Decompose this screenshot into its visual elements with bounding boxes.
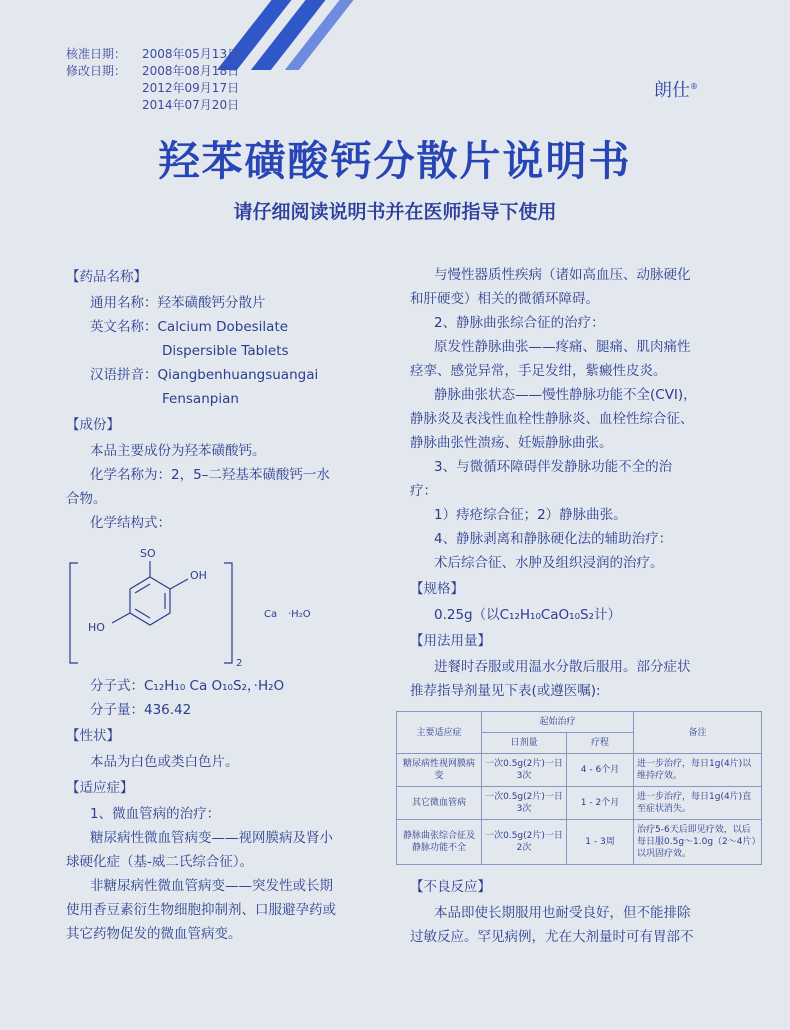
subscript-2: 2	[236, 658, 243, 669]
revise-label: 修改日期：	[66, 64, 127, 78]
indication-item: 3、与微循环障碍伴发静脉功能不全的治	[434, 459, 673, 475]
section-heading: 【性状】	[66, 728, 120, 744]
chemical-name-cont: 合物。	[66, 491, 107, 507]
indication-item: 4、静脉剥离和静脉硬化法的辅助治疗：	[434, 531, 673, 547]
indication-text: 静脉炎及表浅性血栓性静脉炎、血栓性综合征、	[410, 411, 694, 427]
section-heading: 【不良反应】	[410, 879, 491, 895]
calcium-label: Ca	[264, 609, 278, 620]
pinyin-name: 汉语拼音：Qiangbenhuangsuangai	[90, 367, 319, 383]
indication-item: 1、微血管病的治疗：	[90, 806, 221, 822]
revise-date: 2014年07月20日	[142, 98, 240, 112]
section-heading: 【成份】	[66, 417, 120, 433]
table-header: 备注	[634, 712, 762, 754]
indication-text: 其它药物促发的微血管病变。	[66, 926, 242, 942]
indication-text: 原发性静脉曲张——疼痛、腿痛、肌肉痛性	[434, 339, 691, 355]
section-heading: 【药品名称】	[66, 269, 147, 285]
indication-item: 2、静脉曲张综合征的治疗：	[434, 315, 605, 331]
indication-text: 静脉曲张状态——慢性静脉功能不全(CVI)，	[434, 387, 697, 403]
section-heading: 【规格】	[410, 581, 464, 597]
pinyin-name-cont: Fensanpian	[162, 391, 239, 407]
water-label: ·H₂O	[288, 609, 311, 620]
generic-name: 通用名称：羟苯磺酸钙分散片	[90, 295, 266, 311]
usage-text: 进餐时吞服或用温水分散后服用。部分症状	[434, 659, 691, 675]
chemical-structure	[66, 535, 378, 670]
indication-text: 使用香豆素衍生物细胞抑制剂、口服避孕药或	[66, 902, 336, 918]
revise-date: 2012年09月17日	[142, 81, 240, 95]
so3-label: SO	[140, 547, 156, 560]
indication-text: 静脉曲张性溃疡、妊娠静脉曲张。	[410, 435, 613, 451]
approve-label: 核准日期：	[66, 47, 127, 61]
table-header: 主要适应症	[397, 712, 482, 754]
table-header: 疗程	[567, 733, 634, 754]
composition-text: 本品主要成份为羟苯磺酸钙。	[90, 443, 266, 459]
oh-label: OH	[190, 569, 207, 582]
indication-text: 非糖尿病性微血管病变——突发性或长期	[90, 878, 333, 894]
approve-date: 2008年05月13日	[142, 47, 240, 61]
indication-text: 糖尿病性微血管病变——视网膜病及肾小	[90, 830, 333, 846]
table-header: 起始治疗	[482, 712, 634, 733]
section-heading: 【用法用量】	[410, 633, 491, 649]
structure-label: 化学结构式：	[90, 515, 171, 531]
document-title: 羟苯磺酸钙分散片说明书	[158, 137, 632, 185]
left-column	[66, 263, 378, 946]
date-block	[66, 46, 239, 114]
dosage-table	[396, 711, 762, 865]
adverse-text: 本品即使长期服用也耐受良好，但不能排除	[434, 905, 691, 921]
revise-date: 2008年08月18日	[142, 64, 240, 78]
table-row: 糖尿病性视网膜病变 一次0.5g(2片)一日3次 4 - 6个月 进一步治疗，每日1g(4片)以维持疗效。	[397, 754, 762, 787]
ho-label: HO	[88, 621, 105, 634]
adverse-text: 过敏反应。罕见病例，尤在大剂量时可有胃部不	[410, 929, 694, 945]
properties-text: 本品为白色或类白色片。	[90, 754, 239, 770]
table-row: 静脉曲张综合征及静脉功能不全 一次0.5g(2片)一日2次 1 - 3周 治疗5-6天后即见疗效，以后每日服0.5g～1.0g（2～4片）以巩固疗效。	[397, 820, 762, 865]
indication-text: 痉挛、感觉异常，手足发绀，紫癜性皮炎。	[410, 363, 667, 379]
indication-text: 球硬化症（基-威二氏综合征）。	[66, 854, 254, 870]
right-column	[402, 263, 757, 949]
specification-text: 0.25g（以C₁₂H₁₀CaO₁₀S₂计）	[434, 607, 621, 623]
chemical-name: 化学名称为：2，5–二羟基苯磺酸钙一水	[90, 467, 330, 483]
english-name: 英文名称：Calcium Dobesilate	[90, 319, 289, 335]
table-row: 其它微血管病 一次0.5g(2片)一日3次 1 - 2个月 进一步治疗，每日1g(4片)直至症状消失。	[397, 787, 762, 820]
indication-text: 1）痔疮综合征；2）静脉曲张。	[434, 507, 627, 523]
section-heading: 【适应症】	[66, 780, 134, 796]
usage-text: 推荐指导剂量见下表(或遵医嘱):	[410, 683, 601, 699]
molecular-formula: 分子式：C₁₂H₁₀ Ca O₁₀S₂，·H₂O	[90, 678, 285, 694]
indication-text: 和肝硬变）相关的微循环障碍。	[410, 291, 599, 307]
indication-text: 疗：	[410, 483, 437, 499]
brand-logo: 朗仕®	[654, 80, 698, 101]
indication-text: 术后综合征、水肿及组织浸润的治疗。	[434, 555, 664, 571]
molecular-weight: 分子量：436.42	[90, 702, 192, 718]
english-name-cont: Dispersible Tablets	[162, 343, 289, 359]
table-header: 日剂量	[482, 733, 567, 754]
indication-text: 与慢性器质性疾病（诸如高血压、动脉硬化	[434, 267, 691, 283]
document-subtitle: 请仔细阅读说明书并在医师指导下使用	[233, 201, 557, 223]
